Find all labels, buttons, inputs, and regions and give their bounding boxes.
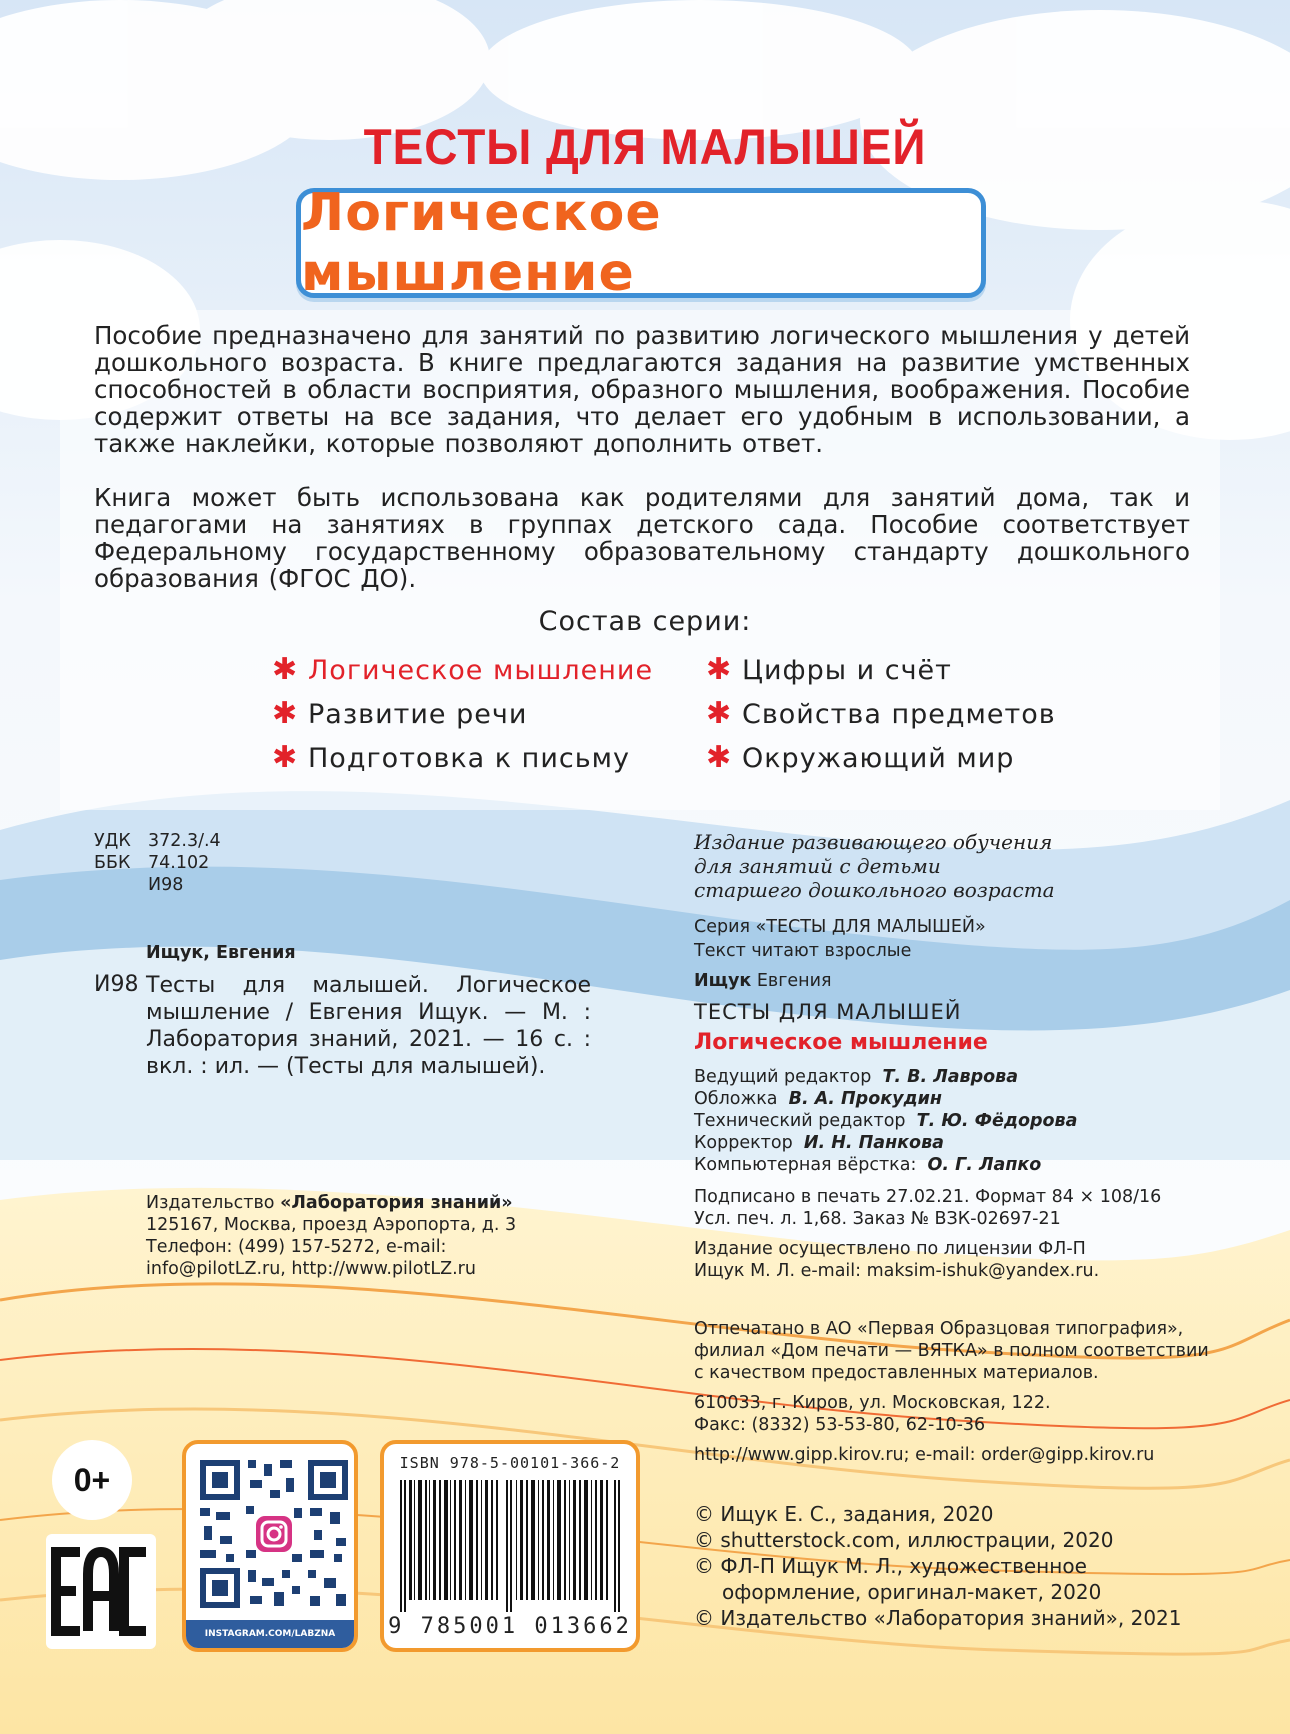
ean-number: 9 785001 013662 (388, 1614, 632, 1639)
series-item: ✱ Цифры и счёт (706, 652, 952, 687)
age-rating-badge: 0+ (52, 1440, 132, 1520)
udk-value: 372.3/.4 (148, 831, 221, 851)
edition-desc: старшего дошкольного возраста (694, 878, 1055, 902)
copyright-line: © Ищук Е. С., задания, 2020 (694, 1502, 994, 1526)
imprint-series-caps: ТЕСТЫ ДЛЯ МАЛЫШЕЙ (694, 1000, 962, 1024)
copyright-line: © shutterstock.com, иллюстрации, 2020 (694, 1528, 1114, 1552)
qr-code-card[interactable] (182, 1440, 358, 1652)
license-line: Издание осуществлено по лицензии ФЛ-П (694, 1239, 1086, 1259)
copyright-line: © Издательство «Лаборатория знаний», 2021 (694, 1606, 1182, 1630)
udk-label: УДК (94, 831, 131, 851)
credit-line: Корректор И. Н. Панкова (694, 1133, 944, 1153)
credit-line: Технический редактор Т. Ю. Фёдорова (694, 1111, 1078, 1131)
qr-caption: INSTAGRAM.COM/LABZNA (186, 1620, 354, 1648)
publisher-line: Издательство «Лаборатория знаний» (146, 1193, 513, 1213)
barcode-icon (398, 1480, 624, 1612)
printer-address: 610033, г. Киров, ул. Московская, 122. (694, 1393, 1051, 1413)
isbn-label: ISBN 978-5-00101-366-2 (399, 1454, 621, 1472)
author-mark: И98 (148, 875, 184, 895)
series-item: ✱ Логическое мышление (272, 652, 654, 687)
print-signed: Подписано в печать 27.02.21. Формат 84 × 108/16 (694, 1187, 1162, 1207)
credit-line: Компьютерная вёрстка: О. Г. Лапко (694, 1155, 1042, 1175)
publisher-phone: Телефон: (499) 157-5272, e-mail: (146, 1237, 447, 1257)
eac-mark (46, 1534, 156, 1649)
star-icon: ✱ (272, 696, 299, 731)
printed-line: Отпечатано в АО «Первая Образцовая типография», (694, 1319, 1184, 1339)
printer-fax: Факс: (8332) 53-53-80, 62-10-36 (694, 1415, 986, 1435)
bib-author: Ищук, Евгения (146, 943, 296, 963)
bib-entry: Тесты для малышей. Логическое мышление / Евгения Ищук. — М. : Лаборатория знаний, 2021. — 16 с. : вкл. : ил. — (Тесты для малышей). (146, 973, 591, 1079)
star-icon: ✱ (706, 652, 733, 687)
series-item: ✱ Окружающий мир (706, 740, 1015, 775)
credit-line: Обложка В. А. Прокудин (694, 1089, 943, 1109)
print-order: Усл. печ. л. 1,68. Заказ № ВЗК-02697-21 (694, 1209, 1061, 1229)
imprint-book-title: Логическое мышление (694, 1030, 988, 1055)
star-icon: ✱ (706, 696, 733, 731)
series-line: Серия «ТЕСТЫ ДЛЯ МАЛЫШЕЙ» (694, 917, 986, 937)
series-item: ✱ Развитие речи (272, 696, 528, 731)
printer-web: http://www.gipp.kirov.ru; e-mail: order@gipp.kirov.ru (694, 1445, 1155, 1465)
imprint-author: Ищук Евгения (694, 971, 832, 991)
printed-line: филиал «Дом печати — ВЯТКА» в полном соответствии (694, 1341, 1209, 1361)
star-icon: ✱ (272, 740, 299, 775)
qr-code (190, 1450, 358, 1626)
description-paragraph-2: Книга может быть использована как родителями для занятий дома, так и педагогами на занятиях в группах детского сада. Пособие соответствует Федеральному государственному образовательному стандарту дошкольного образования (ФГОС ДО). (94, 483, 1190, 593)
printed-line: с качеством предоставленных материалов. (694, 1363, 1099, 1383)
bbk-value: 74.102 (148, 853, 210, 873)
credit-line: Ведущий редактор Т. В. Лаврова (694, 1067, 1019, 1087)
copyright-line: © ФЛ-П Ищук М. Л., художественное (694, 1554, 1087, 1578)
series-item: ✱ Свойства предметов (706, 696, 1056, 731)
publisher-contacts: info@pilotLZ.ru, http://www.pilotLZ.ru (146, 1259, 476, 1279)
eac-icon (46, 1534, 156, 1649)
bib-code: И98 (94, 972, 139, 997)
publisher-address: 125167, Москва, проезд Аэропорта, д. 3 (146, 1215, 517, 1235)
book-title-box (296, 183, 986, 303)
series-item: ✱ Подготовка к письму (272, 740, 630, 775)
star-icon: ✱ (706, 740, 733, 775)
isbn-barcode-card (380, 1440, 640, 1652)
series-composition-heading: Состав серии: (538, 606, 752, 637)
license-line: Ищук М. Л. e-mail: maksim-ishuk@yandex.ru. (694, 1261, 1100, 1281)
star-icon: ✱ (272, 652, 299, 687)
bbk-label: ББК (94, 853, 131, 873)
series-title: ТЕСТЫ ДЛЯ МАЛЫШЕЙ (363, 119, 927, 175)
book-title: Логическое мышление (301, 183, 662, 303)
edition-desc: Издание развивающего обучения (694, 830, 1053, 854)
edition-desc: для занятий с детьми (694, 854, 941, 878)
description-paragraph-1: Пособие предназначено для занятий по развитию логического мышления у детей дошкольного возраста. В книге предлагаются задания на развитие умственных способностей в области восприятия, образного мышления, воображения. Пособие содержит ответы на все задания, что делает его удобным в использовании, а также наклейки, которые позволяют дополнить ответ. (94, 321, 1190, 458)
copyright-line: оформление, оригинал-макет, 2020 (722, 1580, 1102, 1604)
read-by-line: Текст читают взрослые (694, 941, 912, 961)
